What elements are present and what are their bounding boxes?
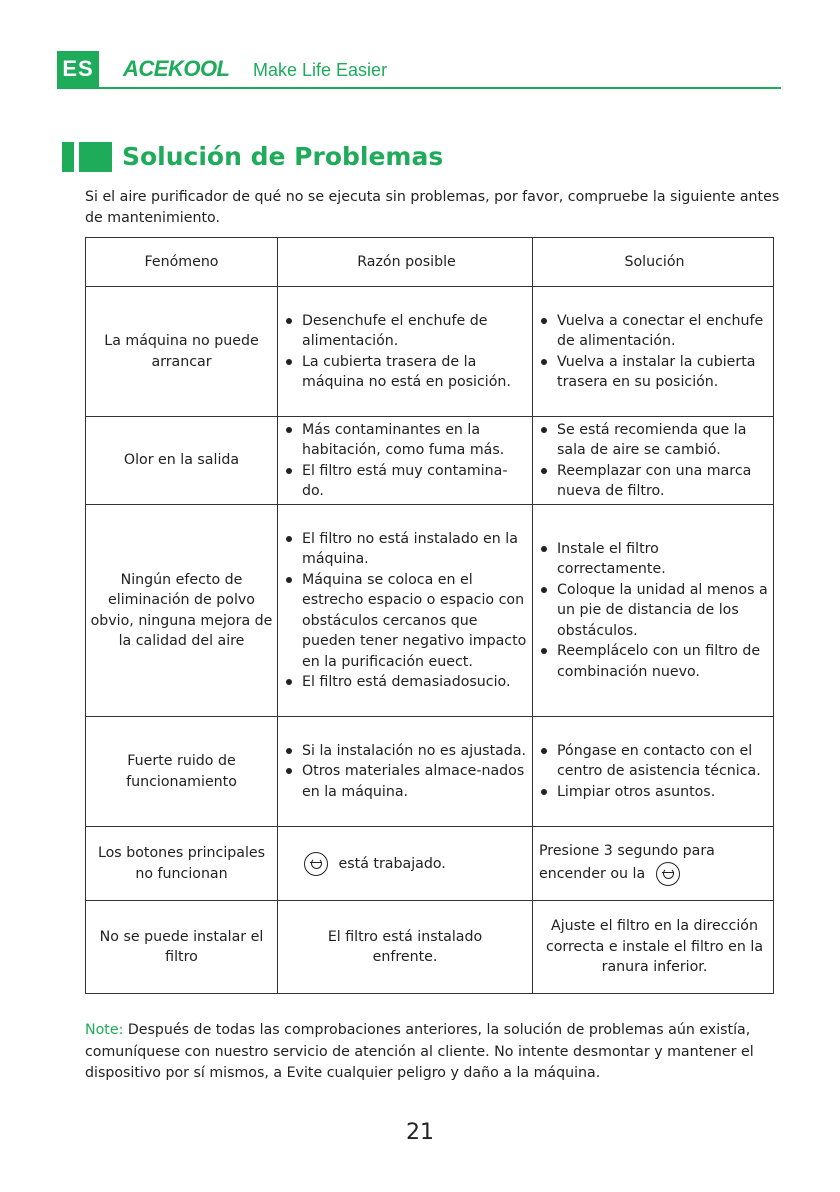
language-badge: ES <box>57 51 99 87</box>
reason-item: Si la instalación no es ajustada. <box>284 741 529 762</box>
reason-cell: El filtro está instalado enfrente. <box>278 901 533 994</box>
reason-item: Máquina se coloca en el estrecho espacio o espacio con obstáculos cercanos que pueden tener negativo impacto en la purificación euect. <box>284 570 529 673</box>
table-row <box>86 417 774 505</box>
reason-item: Otros materiales almace-nados en la máquina. <box>284 761 529 802</box>
brand-logo: ACEKOOL <box>123 56 230 81</box>
table-row <box>86 287 774 417</box>
header-divider <box>57 87 781 89</box>
solution-item: Instale el filtro correctamente. <box>539 539 770 580</box>
phenomenon-cell: Ningún efecto de eliminación de polvo obvio, ninguna mejora de la calidad del aire <box>86 505 278 717</box>
solution-item: Se está recomienda que la sala de aire se cambió. <box>539 420 770 461</box>
troubleshooting-table <box>85 237 774 994</box>
solution-cell <box>533 827 774 901</box>
intro-text: Si el aire purificador de qué no se ejecuta sin problemas, por favor, compruebe la siguiente antes de mantenimiento. <box>85 189 780 226</box>
phenomenon-cell: Olor en la salida <box>86 417 278 505</box>
phenomenon-cell: La máquina no puede arrancar <box>86 287 278 417</box>
note-text: Después de todas las comprobaciones anteriores, la solución de problemas aún existía, comuníquese con nuestro servicio de atención al cliente. No intente desmontar y mantener el dispositivo por sí mismos, a Evite cualquier peligro y daño a la máquina. <box>85 1022 754 1081</box>
solution-cell: Ajuste el filtro en la dirección correcta e instale el filtro en la ranura inferior. <box>533 901 774 994</box>
solution-item: Póngase en contacto con el centro de asistencia técnica. <box>539 741 770 782</box>
column-header-phenomenon: Fenómeno <box>86 238 278 287</box>
column-header-reason: Razón posible <box>278 238 533 287</box>
reason-cell <box>278 717 533 827</box>
solution-cell <box>533 717 774 827</box>
solution-cell <box>533 417 774 505</box>
reason-item: El filtro está muy contamina-do. <box>284 461 529 502</box>
reason-cell <box>278 505 533 717</box>
reason-item: El filtro está demasiadosucio. <box>284 672 529 693</box>
page-header <box>57 51 781 89</box>
brand-tagline: Make Life Easier <box>253 60 388 80</box>
page-number: 21 <box>406 1120 434 1145</box>
solution-item: Limpiar otros asuntos. <box>539 782 770 803</box>
solution-item: Reemplazar con una marca nueva de filtro. <box>539 461 770 502</box>
solution-item: Reemplácelo con un filtro de combinación nuevo. <box>539 641 770 682</box>
reason-item: El filtro no está instalado en la máquina. <box>284 529 529 570</box>
reason-item: Más contaminantes en la habitación, como fuma más. <box>284 420 529 461</box>
section-title: Solución de Problemas <box>122 142 444 171</box>
section-heading <box>62 140 662 176</box>
reason-item: La cubierta trasera de la máquina no está en posición. <box>284 352 529 393</box>
title-accent-bar-large <box>79 142 112 172</box>
table-row <box>86 505 774 717</box>
note-paragraph <box>85 1020 775 1085</box>
phenomenon-cell: Los botones principales no funcionan <box>86 827 278 901</box>
solution-cell <box>533 287 774 417</box>
reason-cell <box>278 417 533 505</box>
phenomenon-cell: No se puede instalar el filtro <box>86 901 278 994</box>
power-icon <box>656 862 680 886</box>
solution-text: Presione 3 segundo para encender ou la <box>539 843 715 882</box>
table-row <box>86 901 774 994</box>
reason-text: está trabajado. <box>338 855 446 872</box>
reason-cell <box>278 287 533 417</box>
note-label: Note: <box>85 1022 124 1038</box>
power-icon <box>304 852 328 876</box>
title-accent-bar-small <box>62 142 74 172</box>
phenomenon-cell: Fuerte ruido de funcionamiento <box>86 717 278 827</box>
table-row <box>86 827 774 901</box>
column-header-solution: Solución <box>533 238 774 287</box>
table-header-row <box>86 238 774 287</box>
table-row <box>86 717 774 827</box>
reason-cell <box>278 827 533 901</box>
solution-item: Vuelva a conectar el enchufe de alimentación. <box>539 311 770 352</box>
reason-item: Desenchufe el enchufe de alimentación. <box>284 311 529 352</box>
solution-cell <box>533 505 774 717</box>
solution-item: Coloque la unidad al menos a un pie de distancia de los obstáculos. <box>539 580 770 642</box>
solution-item: Vuelva a instalar la cubierta trasera en su posición. <box>539 352 770 393</box>
